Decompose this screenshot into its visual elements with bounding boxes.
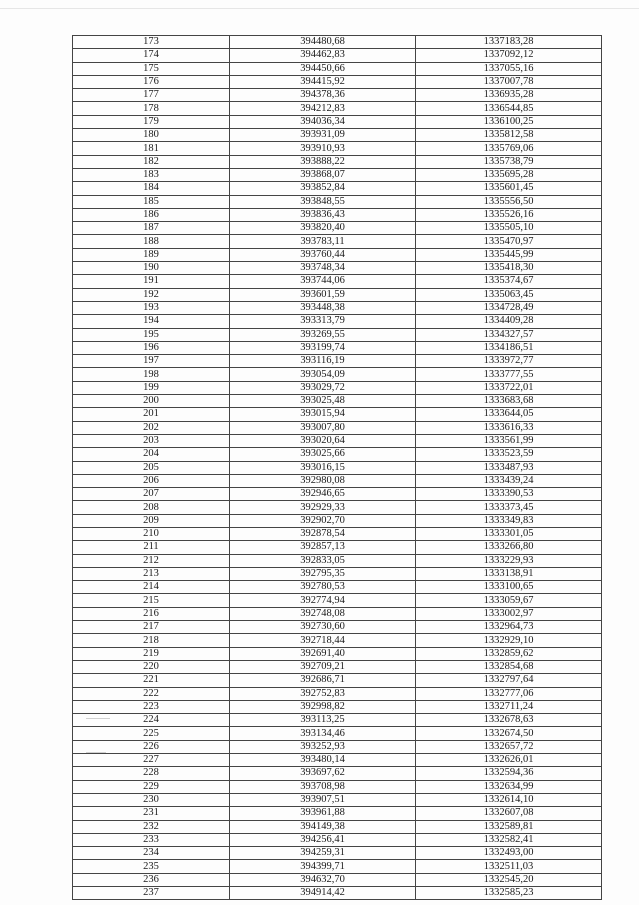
y-coordinate-cell: 1335695,28	[416, 168, 602, 181]
point-number-cell: 222	[73, 687, 230, 700]
table-row	[73, 195, 602, 208]
point-number-cell: 225	[73, 727, 230, 740]
table-row	[73, 807, 602, 820]
point-number-cell: 217	[73, 621, 230, 634]
y-coordinate-cell: 1333100,65	[416, 581, 602, 594]
point-number-cell: 204	[73, 448, 230, 461]
table-row	[73, 700, 602, 713]
x-coordinate-cell: 393020,64	[230, 434, 416, 447]
point-number-cell: 237	[73, 887, 230, 900]
x-coordinate-cell: 394036,34	[230, 115, 416, 128]
y-coordinate-cell: 1333523,59	[416, 448, 602, 461]
x-coordinate-cell: 393025,48	[230, 395, 416, 408]
point-number-cell: 219	[73, 647, 230, 660]
table-row	[73, 62, 602, 75]
point-number-cell: 182	[73, 155, 230, 168]
table-row	[73, 301, 602, 314]
x-coordinate-cell: 393910,93	[230, 142, 416, 155]
table-row	[73, 754, 602, 767]
x-coordinate-cell: 393029,72	[230, 381, 416, 394]
table-row	[73, 514, 602, 527]
table-row	[73, 767, 602, 780]
y-coordinate-cell: 1333349,83	[416, 514, 602, 527]
coordinates-table	[72, 35, 602, 900]
point-number-cell: 234	[73, 847, 230, 860]
x-coordinate-cell: 393848,55	[230, 195, 416, 208]
table-row	[73, 740, 602, 753]
point-number-cell: 229	[73, 780, 230, 793]
y-coordinate-cell: 1336935,28	[416, 89, 602, 102]
y-coordinate-cell: 1335526,16	[416, 208, 602, 221]
table-row	[73, 115, 602, 128]
y-coordinate-cell: 1332511,03	[416, 860, 602, 873]
x-coordinate-cell: 393748,34	[230, 262, 416, 275]
x-coordinate-cell: 392709,21	[230, 660, 416, 673]
table-row	[73, 860, 602, 873]
x-coordinate-cell: 392686,71	[230, 674, 416, 687]
table-row	[73, 634, 602, 647]
y-coordinate-cell: 1334728,49	[416, 301, 602, 314]
y-coordinate-cell: 1333439,24	[416, 474, 602, 487]
point-number-cell: 209	[73, 514, 230, 527]
x-coordinate-cell: 393116,19	[230, 355, 416, 368]
x-coordinate-cell: 392946,65	[230, 488, 416, 501]
x-coordinate-cell: 394399,71	[230, 860, 416, 873]
y-coordinate-cell: 1335556,50	[416, 195, 602, 208]
table-row	[73, 581, 602, 594]
point-number-cell: 215	[73, 594, 230, 607]
x-coordinate-cell: 393907,51	[230, 793, 416, 806]
x-coordinate-cell: 392752,83	[230, 687, 416, 700]
point-number-cell: 212	[73, 554, 230, 567]
x-coordinate-cell: 393199,74	[230, 341, 416, 354]
point-number-cell: 189	[73, 248, 230, 261]
x-coordinate-cell: 394212,83	[230, 102, 416, 115]
y-coordinate-cell: 1332493,00	[416, 847, 602, 860]
table-row	[73, 168, 602, 181]
table-row	[73, 381, 602, 394]
x-coordinate-cell: 393760,44	[230, 248, 416, 261]
x-coordinate-cell: 393252,93	[230, 740, 416, 753]
x-coordinate-cell: 393852,84	[230, 182, 416, 195]
point-number-cell: 185	[73, 195, 230, 208]
y-coordinate-cell: 1332626,01	[416, 754, 602, 767]
point-number-cell: 198	[73, 368, 230, 381]
table-row	[73, 647, 602, 660]
x-coordinate-cell: 393015,94	[230, 408, 416, 421]
y-coordinate-cell: 1333138,91	[416, 567, 602, 580]
x-coordinate-cell: 392929,33	[230, 501, 416, 514]
point-number-cell: 230	[73, 793, 230, 806]
point-number-cell: 214	[73, 581, 230, 594]
table-row	[73, 288, 602, 301]
point-number-cell: 210	[73, 527, 230, 540]
point-number-cell: 206	[73, 474, 230, 487]
y-coordinate-cell: 1335445,99	[416, 248, 602, 261]
point-number-cell: 232	[73, 820, 230, 833]
point-number-cell: 173	[73, 36, 230, 49]
y-coordinate-cell: 1333777,55	[416, 368, 602, 381]
y-coordinate-cell: 1334186,51	[416, 341, 602, 354]
x-coordinate-cell: 392857,13	[230, 541, 416, 554]
point-number-cell: 175	[73, 62, 230, 75]
y-coordinate-cell: 1333972,77	[416, 355, 602, 368]
x-coordinate-cell: 393820,40	[230, 222, 416, 235]
x-coordinate-cell: 394914,42	[230, 887, 416, 900]
table-row	[73, 222, 602, 235]
y-coordinate-cell: 1332678,63	[416, 714, 602, 727]
point-number-cell: 174	[73, 49, 230, 62]
x-coordinate-cell: 394450,66	[230, 62, 416, 75]
y-coordinate-cell: 1333373,45	[416, 501, 602, 514]
table-row	[73, 541, 602, 554]
table-row	[73, 315, 602, 328]
point-number-cell: 197	[73, 355, 230, 368]
table-row	[73, 89, 602, 102]
table-row	[73, 36, 602, 49]
y-coordinate-cell: 1333722,01	[416, 381, 602, 394]
x-coordinate-cell: 393054,09	[230, 368, 416, 381]
point-number-cell: 223	[73, 700, 230, 713]
x-coordinate-cell: 392780,53	[230, 581, 416, 594]
table-row	[73, 594, 602, 607]
x-coordinate-cell: 393007,80	[230, 421, 416, 434]
y-coordinate-cell: 1335505,10	[416, 222, 602, 235]
x-coordinate-cell: 393868,07	[230, 168, 416, 181]
point-number-cell: 213	[73, 567, 230, 580]
y-coordinate-cell: 1332964,73	[416, 621, 602, 634]
y-coordinate-cell: 1332859,62	[416, 647, 602, 660]
y-coordinate-cell: 1336100,25	[416, 115, 602, 128]
y-coordinate-cell: 1332582,41	[416, 833, 602, 846]
table-row	[73, 408, 602, 421]
y-coordinate-cell: 1333487,93	[416, 461, 602, 474]
x-coordinate-cell: 392718,44	[230, 634, 416, 647]
y-coordinate-cell: 1333059,67	[416, 594, 602, 607]
y-coordinate-cell: 1333616,33	[416, 421, 602, 434]
x-coordinate-cell: 393480,14	[230, 754, 416, 767]
table-row	[73, 501, 602, 514]
table-row	[73, 887, 602, 900]
margin-scan-mark	[86, 752, 106, 753]
point-number-cell: 177	[73, 89, 230, 102]
point-number-cell: 176	[73, 75, 230, 88]
point-number-cell: 181	[73, 142, 230, 155]
point-number-cell: 228	[73, 767, 230, 780]
point-number-cell: 220	[73, 660, 230, 673]
table-row	[73, 155, 602, 168]
table-row	[73, 142, 602, 155]
point-number-cell: 226	[73, 740, 230, 753]
y-coordinate-cell: 1335601,45	[416, 182, 602, 195]
y-coordinate-cell: 1332585,23	[416, 887, 602, 900]
x-coordinate-cell: 394415,92	[230, 75, 416, 88]
table-row	[73, 793, 602, 806]
table-row	[73, 873, 602, 886]
y-coordinate-cell: 1332594,36	[416, 767, 602, 780]
x-coordinate-cell: 393697,62	[230, 767, 416, 780]
table-row	[73, 621, 602, 634]
x-coordinate-cell: 393269,55	[230, 328, 416, 341]
point-number-cell: 203	[73, 434, 230, 447]
x-coordinate-cell: 392730,60	[230, 621, 416, 634]
table-row	[73, 847, 602, 860]
y-coordinate-cell: 1335738,79	[416, 155, 602, 168]
x-coordinate-cell: 393931,09	[230, 129, 416, 142]
x-coordinate-cell: 394256,41	[230, 833, 416, 846]
point-number-cell: 227	[73, 754, 230, 767]
y-coordinate-cell: 1333683,68	[416, 395, 602, 408]
table-row	[73, 395, 602, 408]
table-row	[73, 674, 602, 687]
y-coordinate-cell: 1335063,45	[416, 288, 602, 301]
point-number-cell: 184	[73, 182, 230, 195]
x-coordinate-cell: 394462,83	[230, 49, 416, 62]
point-number-cell: 179	[73, 115, 230, 128]
y-coordinate-cell: 1337055,16	[416, 62, 602, 75]
table-row	[73, 75, 602, 88]
y-coordinate-cell: 1332777,06	[416, 687, 602, 700]
y-coordinate-cell: 1337183,28	[416, 36, 602, 49]
point-number-cell: 196	[73, 341, 230, 354]
point-number-cell: 221	[73, 674, 230, 687]
table-row	[73, 780, 602, 793]
table-row	[73, 102, 602, 115]
point-number-cell: 202	[73, 421, 230, 434]
point-number-cell: 194	[73, 315, 230, 328]
x-coordinate-cell: 392691,40	[230, 647, 416, 660]
point-number-cell: 190	[73, 262, 230, 275]
y-coordinate-cell: 1332854,68	[416, 660, 602, 673]
point-number-cell: 216	[73, 607, 230, 620]
y-coordinate-cell: 1332545,20	[416, 873, 602, 886]
x-coordinate-cell: 393448,38	[230, 301, 416, 314]
point-number-cell: 187	[73, 222, 230, 235]
table-row	[73, 341, 602, 354]
x-coordinate-cell: 392795,35	[230, 567, 416, 580]
table-row	[73, 275, 602, 288]
point-number-cell: 186	[73, 208, 230, 221]
point-number-cell: 235	[73, 860, 230, 873]
x-coordinate-cell: 394632,70	[230, 873, 416, 886]
y-coordinate-cell: 1333301,05	[416, 527, 602, 540]
point-number-cell: 180	[73, 129, 230, 142]
y-coordinate-cell: 1333229,93	[416, 554, 602, 567]
table-row	[73, 488, 602, 501]
x-coordinate-cell: 393016,15	[230, 461, 416, 474]
x-coordinate-cell: 393961,88	[230, 807, 416, 820]
y-coordinate-cell: 1335418,30	[416, 262, 602, 275]
y-coordinate-cell: 1334409,28	[416, 315, 602, 328]
y-coordinate-cell: 1334327,57	[416, 328, 602, 341]
x-coordinate-cell: 394149,38	[230, 820, 416, 833]
point-number-cell: 191	[73, 275, 230, 288]
x-coordinate-cell: 393888,22	[230, 155, 416, 168]
x-coordinate-cell: 392980,08	[230, 474, 416, 487]
point-number-cell: 192	[73, 288, 230, 301]
y-coordinate-cell: 1335470,97	[416, 235, 602, 248]
table-row	[73, 833, 602, 846]
point-number-cell: 188	[73, 235, 230, 248]
table-row	[73, 182, 602, 195]
x-coordinate-cell: 393836,43	[230, 208, 416, 221]
x-coordinate-cell: 392902,70	[230, 514, 416, 527]
table-row	[73, 687, 602, 700]
table-row	[73, 129, 602, 142]
table-row	[73, 448, 602, 461]
y-coordinate-cell: 1332614,10	[416, 793, 602, 806]
x-coordinate-cell: 393744,06	[230, 275, 416, 288]
y-coordinate-cell: 1335374,67	[416, 275, 602, 288]
table-row	[73, 660, 602, 673]
y-coordinate-cell: 1335769,06	[416, 142, 602, 155]
point-number-cell: 195	[73, 328, 230, 341]
x-coordinate-cell: 394480,68	[230, 36, 416, 49]
y-coordinate-cell: 1335812,58	[416, 129, 602, 142]
x-coordinate-cell: 392998,82	[230, 700, 416, 713]
table-row	[73, 727, 602, 740]
table-row	[73, 434, 602, 447]
table-row	[73, 820, 602, 833]
x-coordinate-cell: 393313,79	[230, 315, 416, 328]
table-row	[73, 208, 602, 221]
point-number-cell: 205	[73, 461, 230, 474]
table-row	[73, 262, 602, 275]
point-number-cell: 199	[73, 381, 230, 394]
point-number-cell: 201	[73, 408, 230, 421]
x-coordinate-cell: 393113,25	[230, 714, 416, 727]
y-coordinate-cell: 1332929,10	[416, 634, 602, 647]
point-number-cell: 218	[73, 634, 230, 647]
table-row	[73, 355, 602, 368]
x-coordinate-cell: 392774,94	[230, 594, 416, 607]
table-row	[73, 461, 602, 474]
x-coordinate-cell: 393783,11	[230, 235, 416, 248]
table-row	[73, 474, 602, 487]
y-coordinate-cell: 1332711,24	[416, 700, 602, 713]
y-coordinate-cell: 1333644,05	[416, 408, 602, 421]
point-number-cell: 183	[73, 168, 230, 181]
top-edge-rule	[0, 8, 639, 9]
table-row	[73, 328, 602, 341]
point-number-cell: 207	[73, 488, 230, 501]
table-row	[73, 567, 602, 580]
point-number-cell: 231	[73, 807, 230, 820]
x-coordinate-cell: 393601,59	[230, 288, 416, 301]
x-coordinate-cell: 393025,66	[230, 448, 416, 461]
y-coordinate-cell: 1332674,50	[416, 727, 602, 740]
y-coordinate-cell: 1332589,81	[416, 820, 602, 833]
y-coordinate-cell: 1333561,99	[416, 434, 602, 447]
y-coordinate-cell: 1333390,53	[416, 488, 602, 501]
x-coordinate-cell: 392748,08	[230, 607, 416, 620]
table-row	[73, 607, 602, 620]
table-row	[73, 554, 602, 567]
x-coordinate-cell: 393134,46	[230, 727, 416, 740]
table-row	[73, 49, 602, 62]
coordinates-table-body	[73, 36, 602, 900]
table-row	[73, 235, 602, 248]
point-number-cell: 236	[73, 873, 230, 886]
point-number-cell: 224	[73, 714, 230, 727]
margin-scan-mark	[86, 718, 110, 719]
x-coordinate-cell: 393708,98	[230, 780, 416, 793]
table-row	[73, 368, 602, 381]
y-coordinate-cell: 1332607,08	[416, 807, 602, 820]
table-row	[73, 714, 602, 727]
y-coordinate-cell: 1337007,78	[416, 75, 602, 88]
table-row	[73, 248, 602, 261]
y-coordinate-cell: 1336544,85	[416, 102, 602, 115]
y-coordinate-cell: 1332634,99	[416, 780, 602, 793]
x-coordinate-cell: 394259,31	[230, 847, 416, 860]
table-row	[73, 421, 602, 434]
y-coordinate-cell: 1332797,64	[416, 674, 602, 687]
point-number-cell: 233	[73, 833, 230, 846]
point-number-cell: 200	[73, 395, 230, 408]
point-number-cell: 211	[73, 541, 230, 554]
y-coordinate-cell: 1332657,72	[416, 740, 602, 753]
x-coordinate-cell: 394378,36	[230, 89, 416, 102]
point-number-cell: 208	[73, 501, 230, 514]
point-number-cell: 193	[73, 301, 230, 314]
y-coordinate-cell: 1333002,97	[416, 607, 602, 620]
x-coordinate-cell: 392833,05	[230, 554, 416, 567]
x-coordinate-cell: 392878,54	[230, 527, 416, 540]
point-number-cell: 178	[73, 102, 230, 115]
y-coordinate-cell: 1337092,12	[416, 49, 602, 62]
table-row	[73, 527, 602, 540]
y-coordinate-cell: 1333266,80	[416, 541, 602, 554]
